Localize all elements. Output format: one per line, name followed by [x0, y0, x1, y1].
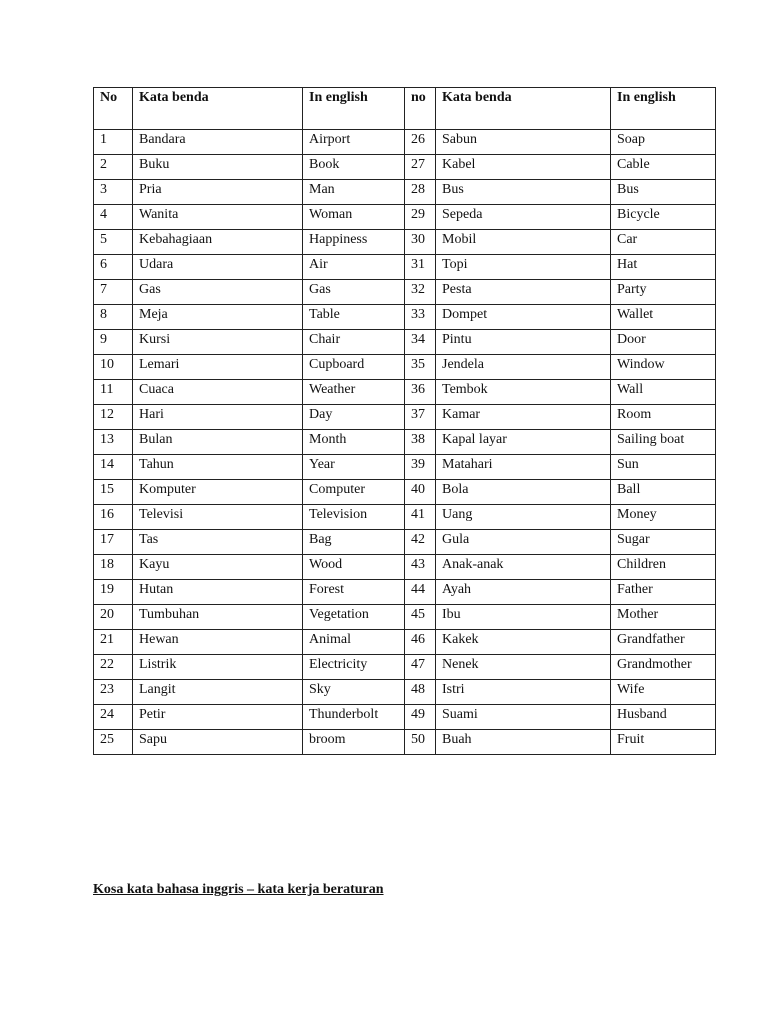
table-header-row [94, 88, 716, 130]
cell-no: 19 [94, 580, 133, 605]
cell-in-english-2: Ball [611, 480, 716, 505]
cell-in-english: Air [303, 255, 405, 280]
cell-no-2: 30 [405, 230, 436, 255]
cell-kata-benda: Tahun [133, 455, 303, 480]
cell-in-english-2: Window [611, 355, 716, 380]
cell-no: 16 [94, 505, 133, 530]
cell-in-english-2: Car [611, 230, 716, 255]
cell-kata-benda-2: Nenek [436, 655, 611, 680]
cell-kata-benda: Udara [133, 255, 303, 280]
cell-kata-benda: Gas [133, 280, 303, 305]
cell-in-english-2: Door [611, 330, 716, 355]
cell-in-english: Chair [303, 330, 405, 355]
cell-kata-benda: Hewan [133, 630, 303, 655]
cell-no-2: 41 [405, 505, 436, 530]
table-row [94, 355, 716, 380]
cell-no-2: 29 [405, 205, 436, 230]
cell-no-2: 49 [405, 705, 436, 730]
cell-in-english: Happiness [303, 230, 405, 255]
cell-no: 12 [94, 405, 133, 430]
table-row [94, 455, 716, 480]
cell-no: 24 [94, 705, 133, 730]
cell-in-english: Weather [303, 380, 405, 405]
cell-no-2: 37 [405, 405, 436, 430]
cell-in-english: Vegetation [303, 605, 405, 630]
cell-no: 15 [94, 480, 133, 505]
cell-in-english-2: Soap [611, 130, 716, 155]
cell-kata-benda-2: Ibu [436, 605, 611, 630]
cell-in-english-2: Father [611, 580, 716, 605]
header-in-english-2: In english [611, 88, 716, 130]
cell-in-english-2: Grandfather [611, 630, 716, 655]
header-kata-benda: Kata benda [133, 88, 303, 130]
cell-in-english: Forest [303, 580, 405, 605]
cell-kata-benda: Cuaca [133, 380, 303, 405]
vocabulary-table [93, 87, 716, 755]
cell-in-english-2: Wife [611, 680, 716, 705]
cell-no: 11 [94, 380, 133, 405]
cell-in-english-2: Sugar [611, 530, 716, 555]
cell-no-2: 34 [405, 330, 436, 355]
cell-kata-benda: Petir [133, 705, 303, 730]
cell-kata-benda-2: Pintu [436, 330, 611, 355]
cell-no: 25 [94, 730, 133, 755]
table-row [94, 430, 716, 455]
table-row [94, 330, 716, 355]
cell-kata-benda: Meja [133, 305, 303, 330]
cell-in-english: Computer [303, 480, 405, 505]
cell-kata-benda-2: Topi [436, 255, 611, 280]
cell-in-english: Television [303, 505, 405, 530]
cell-no: 20 [94, 605, 133, 630]
cell-in-english-2: Cable [611, 155, 716, 180]
cell-in-english: Thunderbolt [303, 705, 405, 730]
cell-in-english-2: Children [611, 555, 716, 580]
table-row [94, 480, 716, 505]
cell-no-2: 36 [405, 380, 436, 405]
cell-kata-benda: Bandara [133, 130, 303, 155]
cell-kata-benda-2: Mobil [436, 230, 611, 255]
table-row [94, 630, 716, 655]
cell-no-2: 47 [405, 655, 436, 680]
table-body [94, 130, 716, 755]
cell-no: 6 [94, 255, 133, 280]
table-row [94, 380, 716, 405]
table-row [94, 255, 716, 280]
cell-no-2: 48 [405, 680, 436, 705]
cell-kata-benda-2: Pesta [436, 280, 611, 305]
cell-no: 4 [94, 205, 133, 230]
cell-kata-benda-2: Ayah [436, 580, 611, 605]
cell-no: 10 [94, 355, 133, 380]
cell-in-english-2: Grandmother [611, 655, 716, 680]
cell-kata-benda: Langit [133, 680, 303, 705]
cell-in-english: Electricity [303, 655, 405, 680]
cell-no: 7 [94, 280, 133, 305]
table-row [94, 730, 716, 755]
cell-kata-benda: Sapu [133, 730, 303, 755]
cell-kata-benda: Wanita [133, 205, 303, 230]
cell-kata-benda-2: Dompet [436, 305, 611, 330]
cell-in-english-2: Wallet [611, 305, 716, 330]
cell-kata-benda-2: Buah [436, 730, 611, 755]
cell-kata-benda-2: Bus [436, 180, 611, 205]
table-row [94, 155, 716, 180]
cell-in-english: Gas [303, 280, 405, 305]
cell-kata-benda-2: Sepeda [436, 205, 611, 230]
cell-in-english-2: Money [611, 505, 716, 530]
table-row [94, 205, 716, 230]
table-row [94, 505, 716, 530]
section-title: Kosa kata bahasa inggris – kata kerja beraturan [93, 882, 384, 897]
cell-kata-benda: Tumbuhan [133, 605, 303, 630]
cell-no-2: 33 [405, 305, 436, 330]
cell-kata-benda: Komputer [133, 480, 303, 505]
cell-no-2: 28 [405, 180, 436, 205]
cell-kata-benda-2: Kabel [436, 155, 611, 180]
cell-kata-benda: Pria [133, 180, 303, 205]
table-row [94, 705, 716, 730]
cell-no: 21 [94, 630, 133, 655]
cell-in-english-2: Mother [611, 605, 716, 630]
cell-no-2: 39 [405, 455, 436, 480]
table-row [94, 280, 716, 305]
cell-in-english-2: Hat [611, 255, 716, 280]
cell-no: 23 [94, 680, 133, 705]
cell-no: 1 [94, 130, 133, 155]
cell-no-2: 44 [405, 580, 436, 605]
cell-kata-benda: Listrik [133, 655, 303, 680]
cell-kata-benda-2: Kakek [436, 630, 611, 655]
cell-kata-benda: Buku [133, 155, 303, 180]
cell-kata-benda: Televisi [133, 505, 303, 530]
cell-kata-benda: Kebahagiaan [133, 230, 303, 255]
cell-kata-benda-2: Suami [436, 705, 611, 730]
cell-no: 14 [94, 455, 133, 480]
cell-in-english: Sky [303, 680, 405, 705]
cell-no-2: 26 [405, 130, 436, 155]
table-row [94, 530, 716, 555]
header-no-2: no [405, 88, 436, 130]
cell-no-2: 35 [405, 355, 436, 380]
header-no: No [94, 88, 133, 130]
cell-no: 5 [94, 230, 133, 255]
cell-in-english-2: Bus [611, 180, 716, 205]
header-in-english: In english [303, 88, 405, 130]
cell-kata-benda: Kursi [133, 330, 303, 355]
cell-in-english-2: Sailing boat [611, 430, 716, 455]
table-row [94, 655, 716, 680]
header-kata-benda-2: Kata benda [436, 88, 611, 130]
cell-kata-benda-2: Gula [436, 530, 611, 555]
cell-no-2: 43 [405, 555, 436, 580]
cell-in-english: Year [303, 455, 405, 480]
cell-in-english-2: Room [611, 405, 716, 430]
cell-no: 13 [94, 430, 133, 455]
cell-in-english: Man [303, 180, 405, 205]
cell-kata-benda-2: Matahari [436, 455, 611, 480]
cell-in-english-2: Fruit [611, 730, 716, 755]
cell-in-english: Bag [303, 530, 405, 555]
cell-no: 17 [94, 530, 133, 555]
cell-in-english-2: Sun [611, 455, 716, 480]
table-row [94, 305, 716, 330]
cell-no-2: 40 [405, 480, 436, 505]
cell-kata-benda-2: Sabun [436, 130, 611, 155]
cell-no-2: 42 [405, 530, 436, 555]
cell-kata-benda-2: Bola [436, 480, 611, 505]
table-row [94, 555, 716, 580]
cell-kata-benda-2: Jendela [436, 355, 611, 380]
cell-kata-benda-2: Kamar [436, 405, 611, 430]
cell-in-english-2: Party [611, 280, 716, 305]
cell-no: 3 [94, 180, 133, 205]
cell-kata-benda: Lemari [133, 355, 303, 380]
cell-in-english: Day [303, 405, 405, 430]
cell-kata-benda: Tas [133, 530, 303, 555]
table-row [94, 680, 716, 705]
cell-in-english: Month [303, 430, 405, 455]
cell-no: 9 [94, 330, 133, 355]
cell-kata-benda-2: Kapal layar [436, 430, 611, 455]
cell-in-english: Wood [303, 555, 405, 580]
cell-kata-benda-2: Anak-anak [436, 555, 611, 580]
table-row [94, 130, 716, 155]
cell-kata-benda: Hari [133, 405, 303, 430]
cell-in-english: Airport [303, 130, 405, 155]
cell-kata-benda-2: Tembok [436, 380, 611, 405]
cell-in-english: Woman [303, 205, 405, 230]
cell-in-english: Animal [303, 630, 405, 655]
cell-no-2: 31 [405, 255, 436, 280]
table-row [94, 230, 716, 255]
cell-in-english: Table [303, 305, 405, 330]
cell-no-2: 45 [405, 605, 436, 630]
cell-no: 8 [94, 305, 133, 330]
table-row [94, 605, 716, 630]
table-row [94, 580, 716, 605]
cell-in-english: Cupboard [303, 355, 405, 380]
cell-no: 2 [94, 155, 133, 180]
cell-no-2: 38 [405, 430, 436, 455]
cell-kata-benda: Bulan [133, 430, 303, 455]
table-row [94, 405, 716, 430]
cell-kata-benda-2: Istri [436, 680, 611, 705]
cell-in-english: Book [303, 155, 405, 180]
cell-in-english-2: Bicycle [611, 205, 716, 230]
cell-no-2: 46 [405, 630, 436, 655]
cell-kata-benda-2: Uang [436, 505, 611, 530]
cell-no: 18 [94, 555, 133, 580]
cell-no-2: 50 [405, 730, 436, 755]
cell-kata-benda: Kayu [133, 555, 303, 580]
cell-no-2: 27 [405, 155, 436, 180]
cell-in-english: broom [303, 730, 405, 755]
cell-in-english-2: Husband [611, 705, 716, 730]
table-row [94, 180, 716, 205]
cell-no-2: 32 [405, 280, 436, 305]
cell-in-english-2: Wall [611, 380, 716, 405]
cell-kata-benda: Hutan [133, 580, 303, 605]
cell-no: 22 [94, 655, 133, 680]
